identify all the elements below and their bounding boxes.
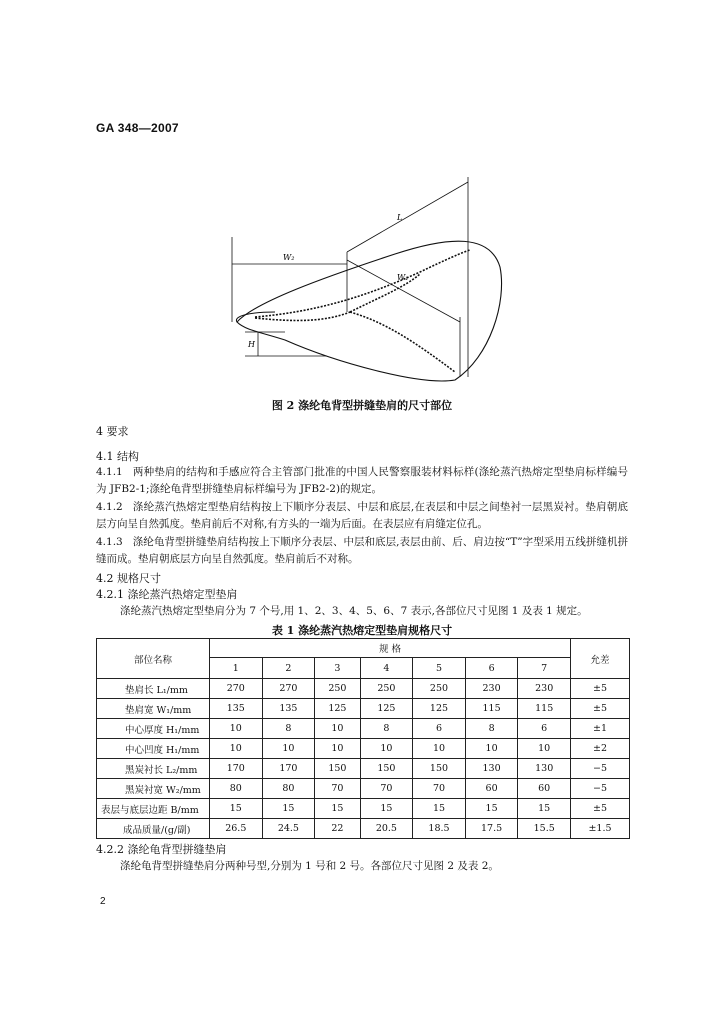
tolerance-cell: ±5 bbox=[571, 679, 630, 699]
tolerance-cell: ±1 bbox=[571, 719, 630, 739]
table-cell: 60 bbox=[518, 779, 571, 799]
table-cell: 270 bbox=[262, 679, 315, 699]
table-cell: 15 bbox=[262, 799, 315, 819]
table-cell: 15 bbox=[518, 799, 571, 819]
table-cell: 10 bbox=[360, 739, 413, 759]
table-cell: 80 bbox=[262, 779, 315, 799]
header-size: 3 bbox=[315, 658, 360, 679]
table-cell: 20.5 bbox=[360, 819, 413, 839]
header-size: 5 bbox=[413, 658, 466, 679]
table-cell: 10 bbox=[315, 719, 360, 739]
table-cell: 10 bbox=[262, 739, 315, 759]
tolerance-cell: ±1.5 bbox=[571, 819, 630, 839]
table-cell: 18.5 bbox=[413, 819, 466, 839]
table-cell: 230 bbox=[518, 679, 571, 699]
table-cell: 230 bbox=[465, 679, 518, 699]
table-cell: 6 bbox=[413, 719, 466, 739]
label-W2: W₂ bbox=[283, 253, 295, 262]
header-spec: 规 格 bbox=[210, 639, 571, 658]
table-cell: 15 bbox=[315, 799, 360, 819]
table-cell: 70 bbox=[315, 779, 360, 799]
table-cell: 80 bbox=[210, 779, 263, 799]
table-cell: 26.5 bbox=[210, 819, 263, 839]
table-cell: 22 bbox=[315, 819, 360, 839]
table-cell: 15 bbox=[360, 799, 413, 819]
table-cell: 15 bbox=[210, 799, 263, 819]
label-W1: W₁ bbox=[397, 273, 409, 282]
table-row bbox=[97, 739, 630, 759]
table-cell: 70 bbox=[360, 779, 413, 799]
spec-table bbox=[96, 638, 630, 839]
table-cell: 130 bbox=[518, 759, 571, 779]
table-cell: 150 bbox=[360, 759, 413, 779]
table-cell: 10 bbox=[465, 739, 518, 759]
row-name: 成品质量/(g/副) bbox=[97, 819, 210, 839]
row-name: 中心凹度 H₁/mm bbox=[97, 739, 210, 759]
section-4-2-title: 4.2 规格尺寸 bbox=[96, 572, 161, 585]
tolerance-cell: ±2 bbox=[571, 739, 630, 759]
table-cell: 17.5 bbox=[465, 819, 518, 839]
table-cell: 135 bbox=[262, 699, 315, 719]
tolerance-cell: −5 bbox=[571, 779, 630, 799]
paragraph-number: 4.1.3 bbox=[96, 536, 123, 548]
table-cell: 150 bbox=[315, 759, 360, 779]
tolerance-cell: ±5 bbox=[571, 699, 630, 719]
header-size: 6 bbox=[465, 658, 518, 679]
header-part-name: 部位名称 bbox=[97, 639, 210, 679]
paragraph-number: 4.1.2 bbox=[96, 501, 123, 513]
paragraph-text: 两种垫肩的结构和手感应符合主管部门批准的中国人民警察服装材料标样(涤纶蒸汽热熔定型垫肩标样编号为 JFB2-1;涤纶龟背型拼缝垫肩标样编号为 JFB2-2)的规定。 bbox=[96, 466, 628, 495]
table-row bbox=[97, 699, 630, 719]
pad-outline bbox=[237, 241, 502, 381]
table-cell: 10 bbox=[518, 739, 571, 759]
row-name: 中心厚度 H₁/mm bbox=[97, 719, 210, 739]
row-name: 黑炭衬宽 W₂/mm bbox=[97, 779, 210, 799]
table-cell: 15.5 bbox=[518, 819, 571, 839]
row-name: 黑炭衬长 L₂/mm bbox=[97, 759, 210, 779]
table-cell: 130 bbox=[465, 759, 518, 779]
row-name: 垫肩宽 W₁/mm bbox=[97, 699, 210, 719]
table-1-title: 表 1 涤纶蒸汽热熔定型垫肩规格尺寸 bbox=[271, 624, 453, 637]
table-cell: 170 bbox=[262, 759, 315, 779]
table-cell: 60 bbox=[465, 779, 518, 799]
paragraph-number: 4.1.1 bbox=[96, 466, 123, 478]
table-cell: 115 bbox=[518, 699, 571, 719]
table-cell: 115 bbox=[465, 699, 518, 719]
table-cell: 150 bbox=[413, 759, 466, 779]
table-cell: 125 bbox=[315, 699, 360, 719]
table-row bbox=[97, 779, 630, 799]
section-4-2-1-title: 4.2.1 涤纶蒸汽热熔定型垫肩 bbox=[96, 588, 238, 601]
table-cell: 70 bbox=[413, 779, 466, 799]
table-cell: 10 bbox=[210, 739, 263, 759]
row-name: 垫肩长 L₁/mm bbox=[97, 679, 210, 699]
label-H: H bbox=[248, 340, 255, 349]
paragraph-text: 涤纶龟背型拼缝垫肩结构按上下顺序分表层、中层和底层,表层由前、后、肩边按“T”字型采用五线拼缝机拼缝而成。垫肩朝底层方向呈自然弧度。垫肩前后不对称。 bbox=[96, 536, 628, 565]
paragraph-text: 涤纶蒸汽热熔定型垫肩结构按上下顺序分表层、中层和底层,在表层和中层之间垫衬一层黑炭衬。垫肩朝底层方向呈自然弧度。垫肩前后不对称,有方头的一端为后面。在表层应有肩缝定位孔。 bbox=[96, 501, 628, 530]
table-row bbox=[97, 719, 630, 739]
table-cell: 10 bbox=[315, 739, 360, 759]
table-cell: 250 bbox=[413, 679, 466, 699]
paragraph-4-1-3 bbox=[96, 534, 628, 568]
table-row bbox=[97, 799, 630, 819]
table-row bbox=[97, 759, 630, 779]
header-tolerance: 允差 bbox=[571, 639, 630, 679]
tolerance-cell: ±5 bbox=[571, 799, 630, 819]
paragraph-4-2-1: 涤纶蒸汽热熔定型垫肩分为 7 个号,用 1、2、3、4、5、6、7 表示,各部位尺寸见图 1 及表 1 规定。 bbox=[120, 605, 588, 617]
table-cell: 135 bbox=[210, 699, 263, 719]
document-header: GA 348—2007 bbox=[96, 121, 179, 135]
seam-right bbox=[350, 274, 420, 312]
table-cell: 15 bbox=[413, 799, 466, 819]
table-cell: 24.5 bbox=[262, 819, 315, 839]
header-size: 4 bbox=[360, 658, 413, 679]
figure-caption: 图 2 涤纶龟背型拼缝垫肩的尺寸部位 bbox=[271, 399, 453, 412]
table-cell: 8 bbox=[465, 719, 518, 739]
header-size: 1 bbox=[210, 658, 263, 679]
header-size: 2 bbox=[262, 658, 315, 679]
tolerance-cell: −5 bbox=[571, 759, 630, 779]
table-cell: 270 bbox=[210, 679, 263, 699]
header-size: 7 bbox=[518, 658, 571, 679]
seam-lower bbox=[350, 312, 455, 372]
table-cell: 125 bbox=[360, 699, 413, 719]
page-number: 2 bbox=[100, 896, 106, 907]
table-cell: 8 bbox=[360, 719, 413, 739]
label-L: L bbox=[397, 213, 403, 222]
table-cell: 125 bbox=[413, 699, 466, 719]
section-4-1-title: 4.1 结构 bbox=[96, 450, 139, 463]
table-cell: 10 bbox=[413, 739, 466, 759]
paragraph-4-1-1 bbox=[96, 464, 628, 498]
table-row bbox=[97, 679, 630, 699]
table-cell: 250 bbox=[315, 679, 360, 699]
table-cell: 8 bbox=[262, 719, 315, 739]
table-row bbox=[97, 819, 630, 839]
table-cell: 250 bbox=[360, 679, 413, 699]
section-4-title: 4 要求 bbox=[96, 425, 129, 438]
row-name: 表层与底层边距 B/mm bbox=[97, 799, 210, 819]
table-cell: 10 bbox=[210, 719, 263, 739]
section-4-2-2-title: 4.2.2 涤纶龟背型拼缝垫肩 bbox=[96, 843, 227, 856]
table-cell: 15 bbox=[465, 799, 518, 819]
table-cell: 170 bbox=[210, 759, 263, 779]
paragraph-4-2-2: 涤纶龟背型拼缝垫肩分两种号型,分别为 1 号和 2 号。各部位尺寸见图 2 及表 2。 bbox=[120, 860, 499, 872]
table-cell: 6 bbox=[518, 719, 571, 739]
paragraph-4-1-2 bbox=[96, 499, 628, 533]
shoulder-pad-figure bbox=[215, 172, 515, 392]
